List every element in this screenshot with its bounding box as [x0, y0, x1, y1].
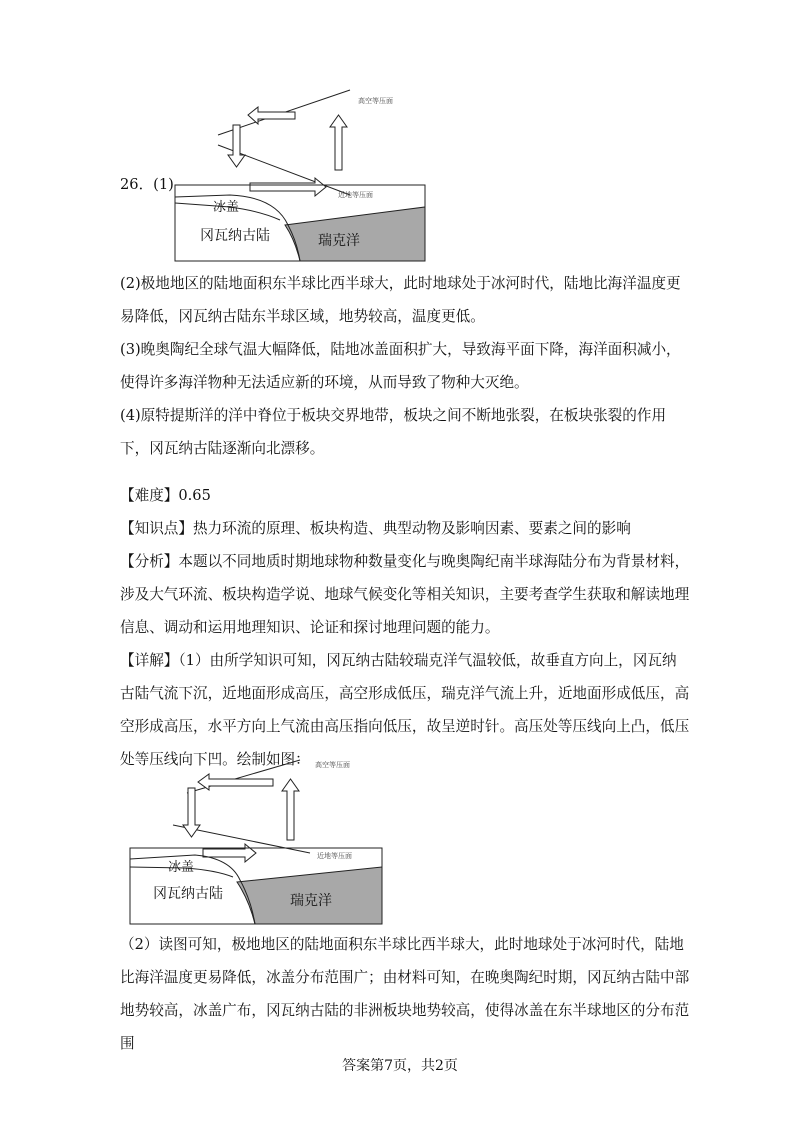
answer-4: (4)原特提斯洋的洋中脊位于板块交界地带，板块之间不断地张裂，在板块张裂的作用下，冈瓦纳古陆逐渐向北漂移。 — [120, 407, 667, 457]
high-isobar-label-1: 高空等压面 — [358, 97, 393, 105]
difficulty: 【难度】0.65 — [120, 487, 211, 504]
explanation-block — [120, 479, 690, 776]
ocean-label-2: 瑞克洋 — [290, 893, 332, 909]
low-isobar-label-2: 近地等压面 — [317, 852, 352, 860]
answers-block — [120, 267, 690, 465]
land-label-1: 冈瓦纳古陆 — [200, 228, 270, 244]
answer-3: (3)晚奥陶纪全球气温大幅降低，陆地冰盖面积扩大，导致海平面下降，海洋面积减小，使得许多海洋物种无法适应新的环境，从而导致了物种大灭绝。 — [120, 341, 681, 391]
land-label-2: 冈瓦纳古陆 — [153, 886, 223, 902]
analysis: 【分析】本题以不同地质时期地球物种数量变化与晚奥陶纪南半球海陆分布为背景材料，涉及大气环流、板块构造学说、地球气候变化等相关知识，主要考查学生获取和解读地理信息、调动和运用地理知识、论证和探讨地理问题的能力。 — [120, 553, 690, 636]
detail: 【详解】（1）由所学知识可知，冈瓦纳古陆较瑞克洋气温较低，故垂直方向上，冈瓦纳古陆气流下沉，近地面形成高压，高空形成低压，瑞克洋气流上升，近地面形成低压，高空形成高压，水平方向上气流由高压指向低压，故呈逆时针。高压处等压线向上凸，低压处等压线向下凹。绘制如图： — [120, 652, 690, 768]
answer-2: (2)极地地区的陆地面积东半球比西半球大，此时地球处于冰河时代，陆地比海洋温度更易降低，冈瓦纳古陆东半球区域，地势较高，温度更低。 — [120, 275, 681, 325]
detail-2-block — [120, 928, 690, 1060]
question-number: 26．(1) — [120, 176, 174, 193]
circulation-diagram-2 — [125, 755, 390, 930]
ice-label-2: 冰盖 — [168, 860, 195, 875]
circulation-diagram-1 — [170, 85, 430, 265]
page-footer: 答案第7页，共2页 — [342, 1058, 458, 1074]
detail-2: （2）读图可知，极地地区的陆地面积东半球比西半球大，此时地球处于冰河时代，陆地比海洋温度更易降低，冰盖分布范围广；由材料可知，在晚奥陶纪时期，冈瓦纳古陆中部地势较高，冰盖广布，冈瓦纳古陆的非洲板块地势较高，使得冰盖在东半球地区的分布范围 — [120, 936, 690, 1052]
high-isobar-label-2: 高空等压面 — [315, 761, 350, 769]
low-isobar-label-1: 近地等压面 — [338, 191, 373, 199]
ice-label-1: 冰盖 — [213, 200, 240, 215]
knowledge-points: 【知识点】热力环流的原理、板块构造、典型动物及影响因素、要素之间的影响 — [120, 520, 631, 537]
ocean-label-1: 瑞克洋 — [318, 233, 360, 249]
